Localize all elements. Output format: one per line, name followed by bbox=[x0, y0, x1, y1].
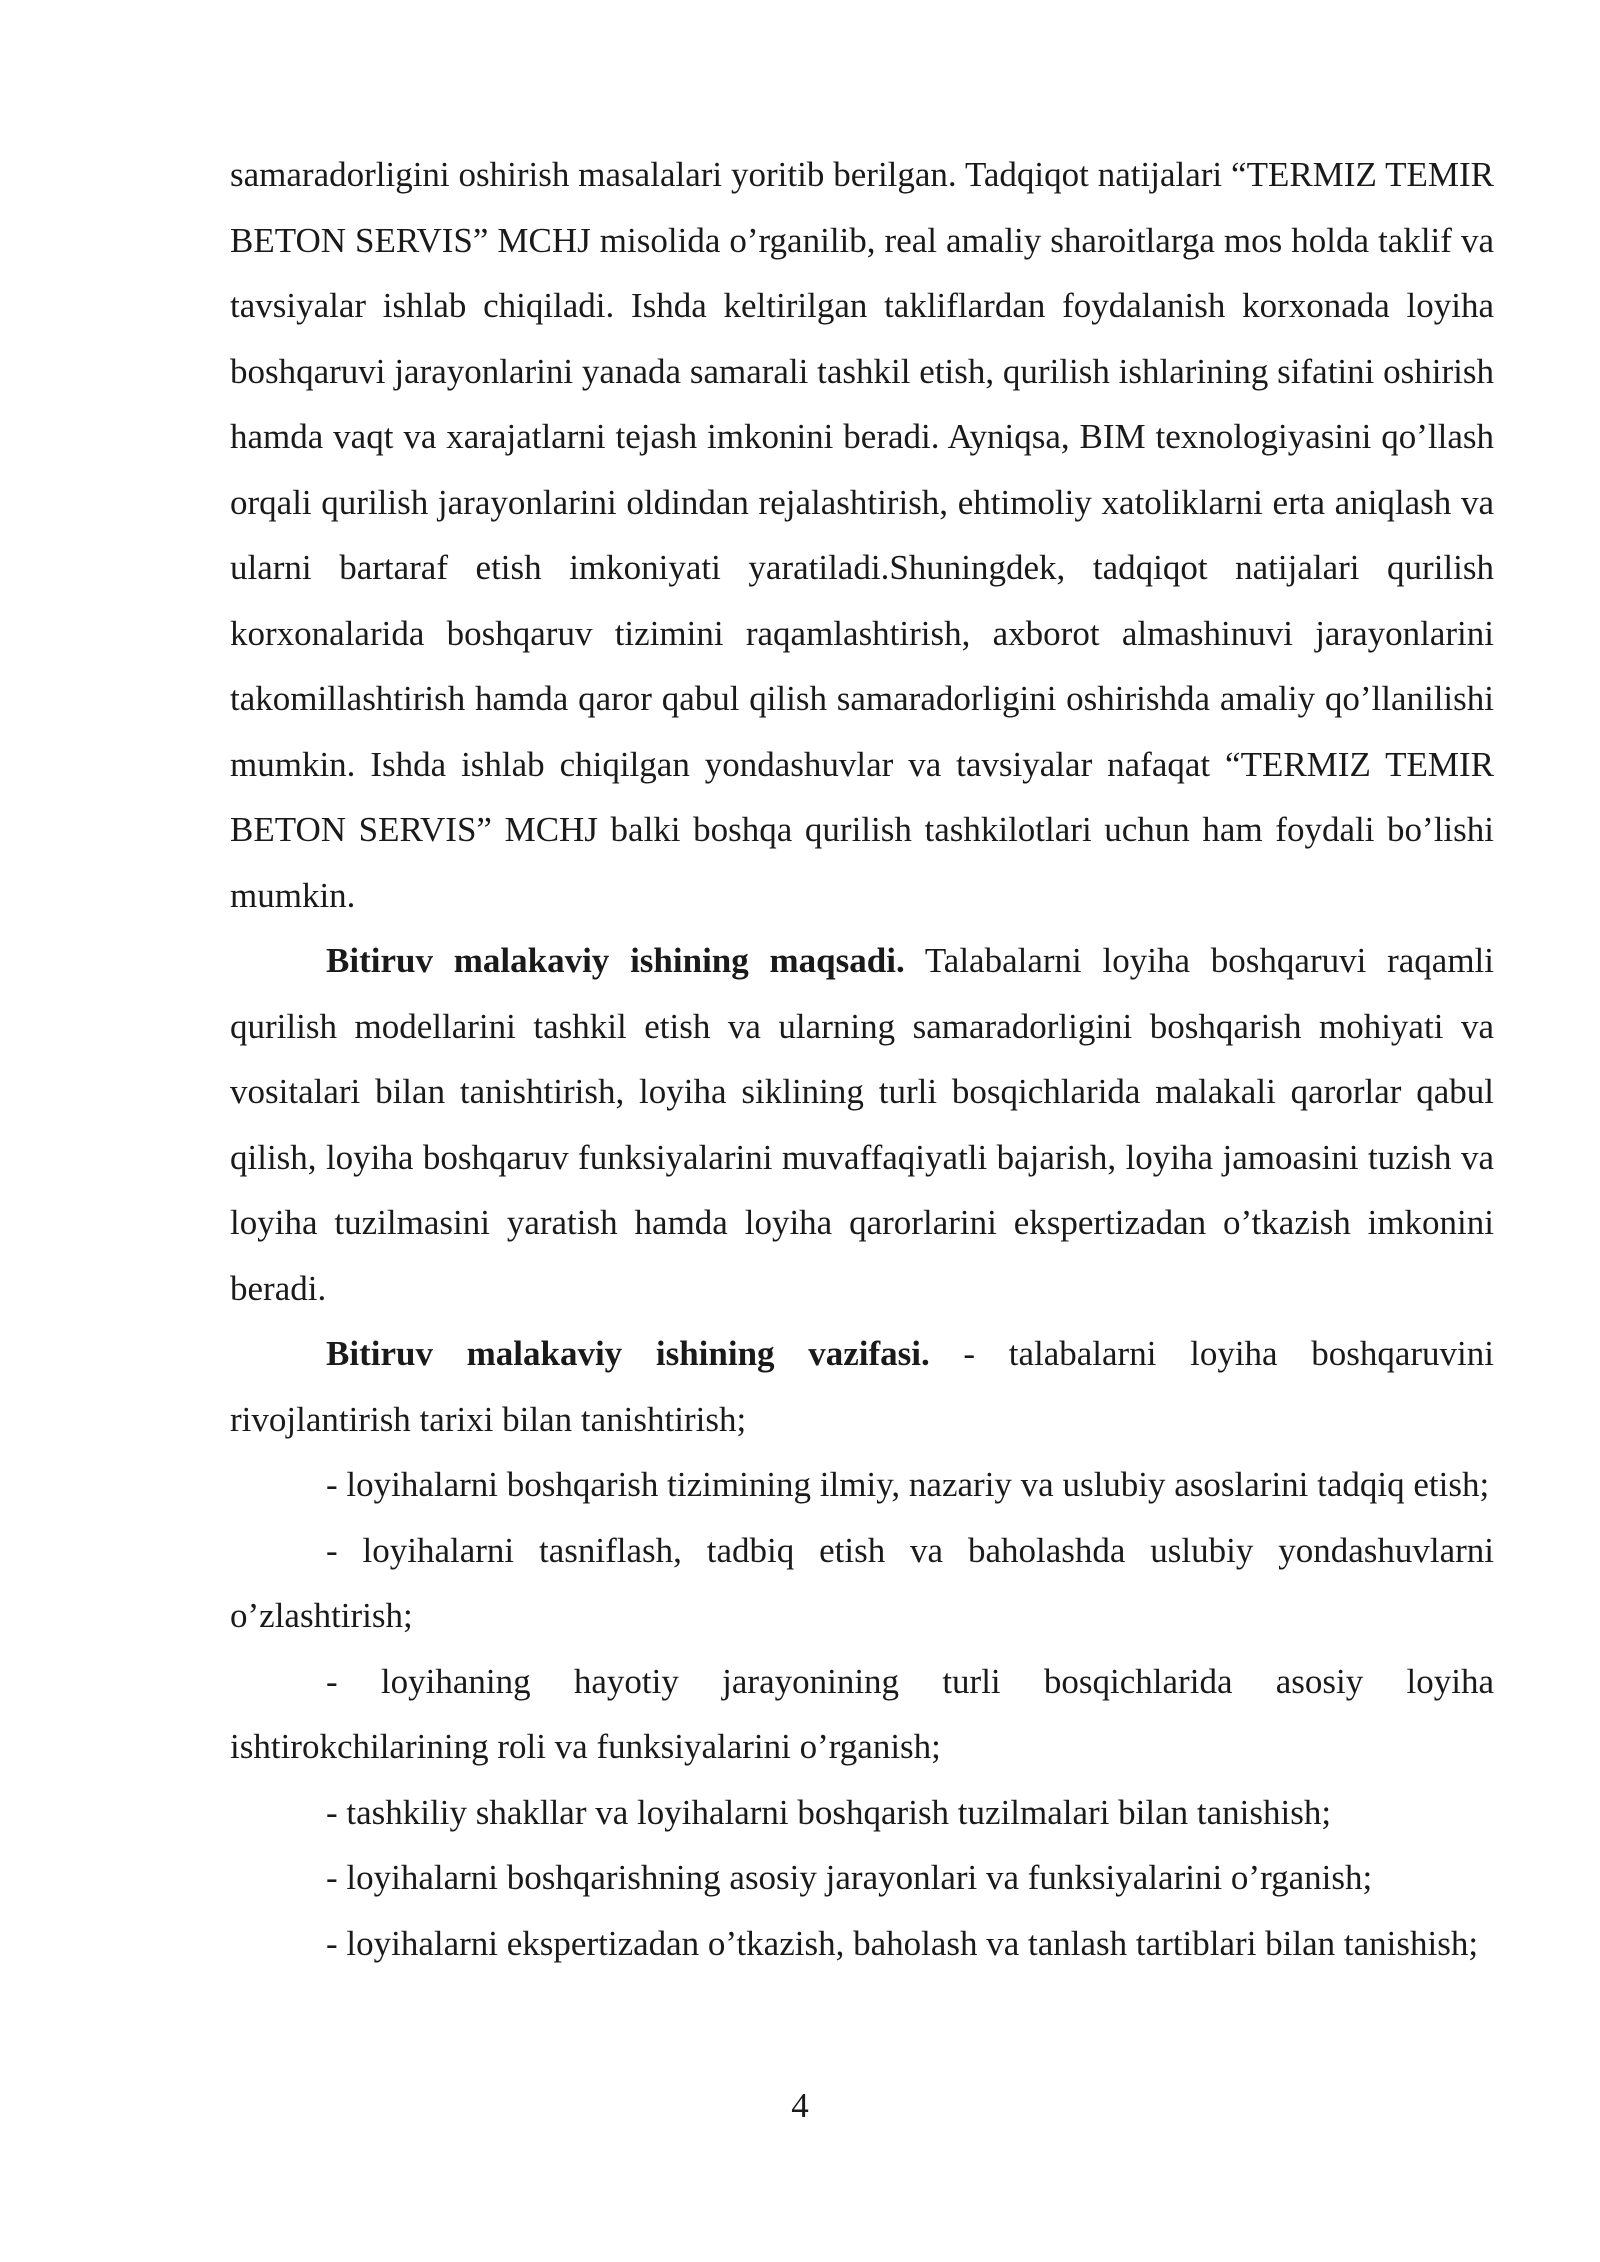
task-item: - loyihalarni tasniflash, tadbiq etish va baholashda uslubiy yondashuvlarni o’zlashtirish; bbox=[230, 1530, 1494, 1635]
task-item: - loyihalarni ekspertizadan o’tkazish, baholash va tanlash tartiblari bilan tanishish; bbox=[326, 1923, 1479, 1963]
document-body bbox=[230, 142, 1494, 1976]
task-item: - tashkiliy shakllar va loyihalarni boshqarish tuzilmalari bilan tanishish; bbox=[326, 1792, 1332, 1832]
task-item: - loyihaning hayotiy jarayonining turli bosqichlarida asosiy loyiha ishtirokchilarining roli va funksiyalarini o’rganish; bbox=[230, 1661, 1494, 1766]
goal-paragraph bbox=[230, 928, 1494, 1321]
task-item: - loyihalarni boshqarishning asosiy jarayonlari va funksiyalarini o’rganish; bbox=[326, 1858, 1373, 1897]
tasks-heading: Bitiruv malakaviy ishining vazifasi. bbox=[326, 1334, 930, 1373]
goal-heading: Bitiruv malakaviy ishining maqsadi. bbox=[326, 941, 905, 980]
page-number: 4 bbox=[791, 2086, 809, 2125]
task-item: - loyihalarni boshqarish tizimining ilmiy, nazariy va uslubiy asoslarini tadqiq etish; bbox=[326, 1465, 1490, 1504]
goal-text: Talabalarni loyiha boshqaruvi raqamli qurilish modellarini tashkil etish va ularning samaradorligini boshqarish mohiyati va vositalari bilan tanishtirish, loyiha siklining turli bosqichlarida malakali qarorlar qabul qilish, loyiha boshqaruv funksiyalarini muvaffaqiyatli bajarish, loyiha jamoasini tuzish va loyiha tuzilmasini yaratish hamda loyiha qarorlarini ekspertizadan o’tkazish imkonini beradi. bbox=[230, 941, 1495, 1308]
tasks-paragraph bbox=[230, 1321, 1494, 1452]
intro-paragraph: samaradorligini oshirish masalalari yoritib berilgan. Tadqiqot natijalari “TERMIZ TEMIR BETON SERVIS” MCHJ misolida o’rganilib, real amaliy sharoitlarga mos holda taklif va tavsiyalar ishlab chiqiladi. Ishda keltirilgan takliflardan foydalanish korxonada loyiha boshqaruvi jarayonlarini yanada samarali tashkil etish, qurilish ishlarining sifatini oshirish hamda vaqt va xarajatlarni tejash imkonini beradi. Ayniqsa, BIM texnologiyasini qo’llash orqali qurilish jarayonlarini oldindan rejalashtirish, ehtimoliy xatoliklarni erta aniqlash va ularni bartaraf etish imkoniyati yaratiladi.Shuningdek, tadqiqot natijalari qurilish korxonalarida boshqaruv tizimini raqamlashtirish, axborot almashinuvi jarayonlarini takomillashtirish hamda qaror qabul qilish samaradorligini oshirishda amaliy qo’llanilishi mumkin. Ishda ishlab chiqilgan yondashuvlar va tavsiyalar nafaqat “TERMIZ TEMIR BETON SERVIS” MCHJ balki boshqa qurilish tashkilotlari uchun ham foydali bo’lishi mumkin. bbox=[230, 155, 1494, 915]
tasks-text: - talabalarni loyiha boshqaruvini rivojlantirish tarixi bilan tanishtirish; bbox=[230, 1334, 1495, 1439]
